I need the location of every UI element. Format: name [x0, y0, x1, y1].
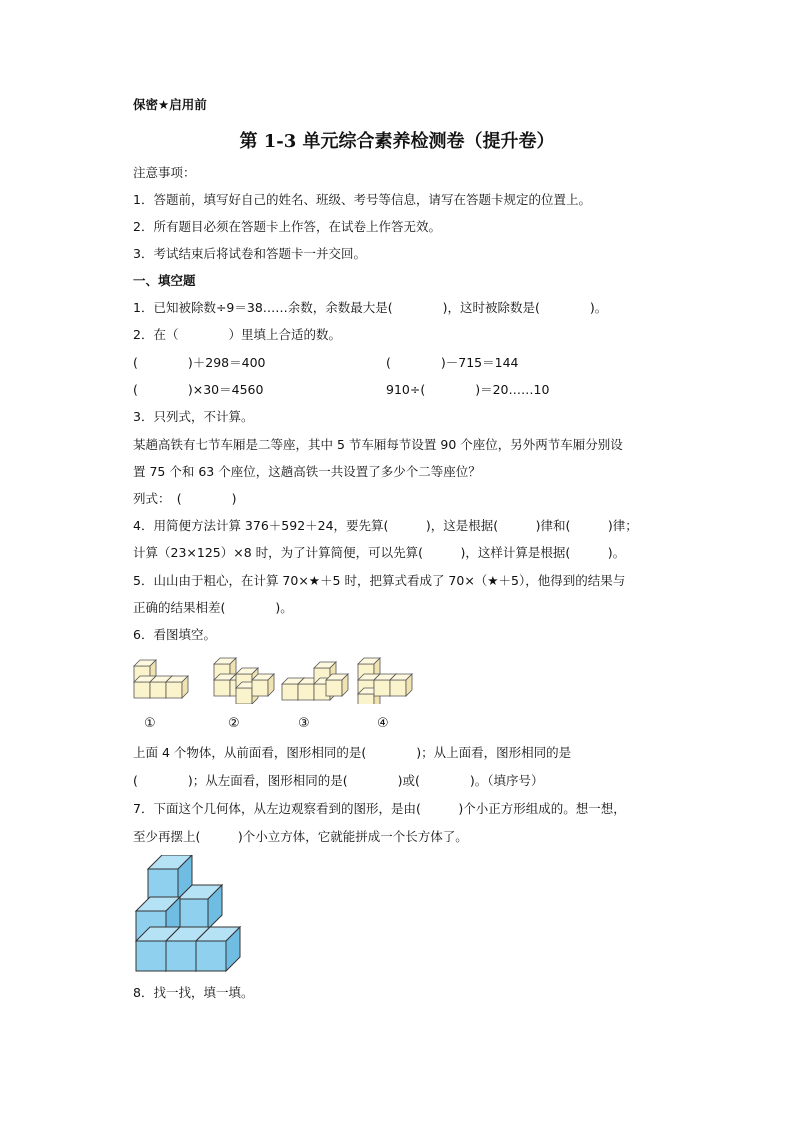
object-label-3: ③	[298, 716, 310, 731]
question-3-answer: 列式： ( )	[133, 491, 237, 506]
question-2-c: ( )×30＝4560	[133, 382, 264, 397]
confidential-label: 保密★启用前	[133, 97, 207, 112]
cube-object-1	[134, 660, 188, 698]
page-title: 第 1-3 单元综合素养检测卷（提升卷）	[239, 131, 555, 152]
cube-objects-figure	[130, 652, 430, 704]
cube-object-4	[358, 658, 412, 704]
question-5: 5．山山由于粗心，在计算 70×★＋5 时，把算式看成了 70×（★＋5），他得到的结果与	[133, 573, 626, 588]
note-item: 2．所有题目必须在答题卡上作答，在试卷上作答无效。	[133, 219, 441, 234]
question-4: 4．用简便方法计算 376＋592＋24，要先算( )，这是根据( )律和( )律；	[133, 518, 638, 533]
question-3-stem: 3．只列式，不计算。	[133, 409, 254, 424]
question-6-stem: 6．看图填空。	[133, 627, 216, 642]
question-2-b: ( )－715＝144	[386, 355, 519, 370]
question-2-d: 910÷( )＝20……10	[386, 382, 550, 397]
question-3-text: 置 75 个和 63 个座位，这趟高铁一共设置了多少个二等座位？	[133, 464, 481, 479]
question-3-text: 某趟高铁有七节车厢是二等座，其中 5 节车厢每节设置 90 个座位，另外两节车厢分别设	[133, 437, 623, 452]
note-item: 3．考试结束后将试卷和答题卡一并交回。	[133, 246, 366, 261]
question-4: 计算（23×125）×8 时，为了计算简便，可以先算( )，这样计算是根据( )。	[133, 545, 626, 560]
blue-cube-solid-figure	[134, 855, 254, 973]
question-2-stem: 2．在（ ）里填上合适的数。	[133, 327, 341, 342]
question-2-a: ( )＋298＝400	[133, 355, 266, 370]
question-7: 至少再摆上( )个小立方体，它就能拼成一个长方体了。	[133, 829, 468, 844]
question-5: 正确的结果相差( )。	[133, 600, 293, 615]
object-label-1: ①	[144, 716, 156, 731]
question-8: 8．找一找，填一填。	[133, 985, 254, 1000]
object-label-4: ④	[377, 716, 389, 731]
question-6: 上面 4 个物体，从前面看，图形相同的是( )；从上面看，图形相同的是	[133, 745, 572, 760]
object-label-2: ②	[228, 716, 240, 731]
question-6: ( )；从左面看，图形相同的是( )或( )。（填序号）	[133, 773, 544, 788]
question-7: 7．下面这个几何体，从左边观察看到的图形，是由( )个小正方形组成的。想一想，	[133, 801, 626, 816]
notes-heading: 注意事项：	[133, 165, 196, 180]
cube-object-3	[282, 662, 348, 700]
section-heading: 一、填空题	[133, 273, 196, 288]
note-item: 1．答题前，填写好自己的姓名、班级、考号等信息，请写在答题卡规定的位置上。	[133, 192, 591, 207]
cube-object-2	[214, 658, 274, 704]
question-1: 1．已知被除数÷9＝38……余数，余数最大是( )，这时被除数是( )。	[133, 300, 608, 315]
